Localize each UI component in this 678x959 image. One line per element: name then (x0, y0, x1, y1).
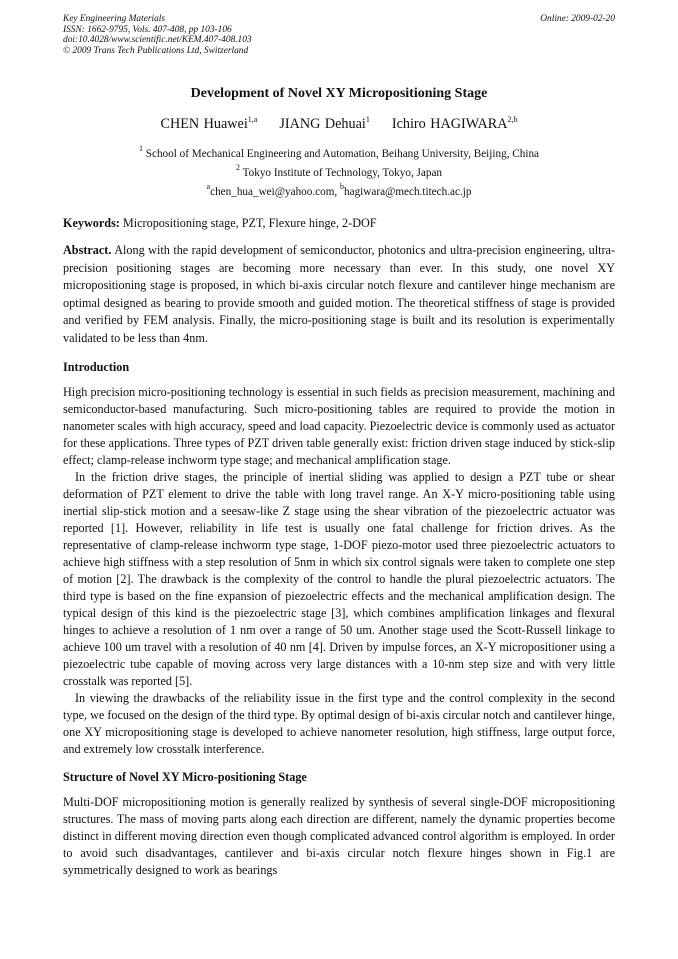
online-date: Online: 2009-02-20 (540, 14, 615, 24)
intro-paragraph-2: In the friction drive stages, the principle of inertial sliding was applied to design a PZT tube or shear deformation of PZT element to drive the table with long travel range. An X-Y micro-positioning table using inertial slip-stick motion and a seesaw-like Z stage using the shear vibration of the piezoelectric actuator was reported [1]. However, reliability in life test is usually one fatal challenge for friction drives. As the representative of clamp-release inchworm type stage, 1-DOF piezo-motor used three piezoelectric actuators to achieve high stiffness with a step resolution of 5nm in which six control signals were taken to complete one step of motion [2]. The drawback is the complexity of the control to handle the plural piezoelectric actuators. The third type is based on the fine expansion of piezoelectric effects and the mechanical amplification design. The typical design of this kind is the piezoelectric stage [3], which combines amplification linkages and flexural hinges to achieve a resolution of 1 nm over a range of 50 um. Another stage used the Scott-Russell linkage to achieve 100 um travel with a resolution of 40 nm [4]. Driven by impulse forces, an X-Y micropositioner using a piezoelectric tube capable of moving across very large distances with a 10-nm step size and with very little crosstalk was reported [5]. (63, 469, 615, 688)
journal-header (63, 14, 615, 56)
email-a: chen_hua_wei@yahoo.com, (210, 186, 338, 198)
intro-paragraph-1: High precision micro-positioning technology is essential in such fields as precision measurement, machining and semiconductor-based manufacturing. Such micro-positioning tables are required to provide the motion in nanometer scales with high accuracy, speed and load capacity. Piezoelectric device is commonly used as actuator for these applications. Three types of PZT driven table generally exist: friction driven stage induced by stick-slip effect; clamp-release inchworm type stage; and mechanical amplification stage. (63, 384, 615, 467)
issn-line: ISSN: 1662-9795, Vols. 407-408, pp 103-106 (63, 24, 232, 35)
abstract-label: Abstract. (63, 243, 112, 257)
intro-paragraph-3: In viewing the drawbacks of the reliability issue in the first type and the control complexity in the second type, we focused on the design of the third type. By optimal design of bi-axis circular notch and cantilever hinge, one XY micropositioning stage is developed to achieve nanometer resolution, high stiffness, large output force, and extremely low crosstalk interference. (63, 690, 615, 756)
paper-page (63, 14, 615, 879)
copyright-line: © 2009 Trans Tech Publications Ltd, Switzerland (63, 45, 249, 56)
affiliation-1: $^1$ School of Mechanical Engineering and Automation, Beihang University, Beijing, China (138, 144, 540, 160)
author-name: Ichiro HAGIWARA (391, 116, 508, 132)
author-sup: 1,a (247, 115, 258, 124)
author-name: CHEN Huawei (160, 116, 248, 132)
paper-title: Development of Novel XY Micropositioning Stage (190, 86, 488, 101)
doi-line: doi:10.4028/www.scientific.net/KEM.407-408.103 (63, 35, 252, 45)
keywords (63, 216, 615, 231)
author-list (63, 116, 615, 133)
affiliations (63, 145, 615, 202)
section-heading-structure: Structure of Novel XY Micro-positioning Stage (63, 769, 307, 784)
abstract-text: Along with the rapid development of semiconductor, photonics and ultra-precision engineering, ultra-precision positioning stages are becoming more necessary than ever. In this study, one novel XY micropositioning stage is proposed, in which bi-axis circular notch flexure and cantilever hinge mechanism are optimal designed as bearing to provide smooth and guided motion. The theoretical stiffness of stage is provided and verified by FEM analysis. Finally, the micro-positioning stage is built and its resolution is experimentally validated to be less than 4nm. (63, 243, 616, 345)
keywords-label: Keywords: (63, 216, 120, 230)
keywords-text: Micropositioning stage, PZT, Flexure hinge, 2-DOF (122, 216, 377, 230)
author-sup: 1 (365, 115, 370, 124)
structure-paragraph-1: Multi-DOF micropositioning motion is generally realized by synthesis of several single-DOF micropositioning structures. The mass of moving parts along each direction are different, namely the dynamic properties become distinct in different moving direction even though complicated advanced control algorithm is employed. In order to avoid such disadvantages, cantilever and bi-axis circular notch flexure hinges shown in Fig.1 are symmetrically designed to work as bearings (63, 794, 615, 877)
author-sup: 2,b (507, 115, 518, 124)
affiliation-2: $^2$ Tokyo Institute of Technology, Tokyo, Japan (235, 163, 443, 179)
email-line: $^a$chen_hua_wei@yahoo.com, $^b$hagiwara@mech.titech.ac.jp (206, 182, 472, 198)
author-name: JIANG Dehuai (279, 116, 366, 132)
journal-name: Key Engineering Materials (63, 14, 166, 24)
email-b: hagiwara@mech.titech.ac.jp (344, 186, 472, 198)
abstract (63, 242, 615, 348)
section-heading-introduction: Introduction (63, 359, 130, 374)
